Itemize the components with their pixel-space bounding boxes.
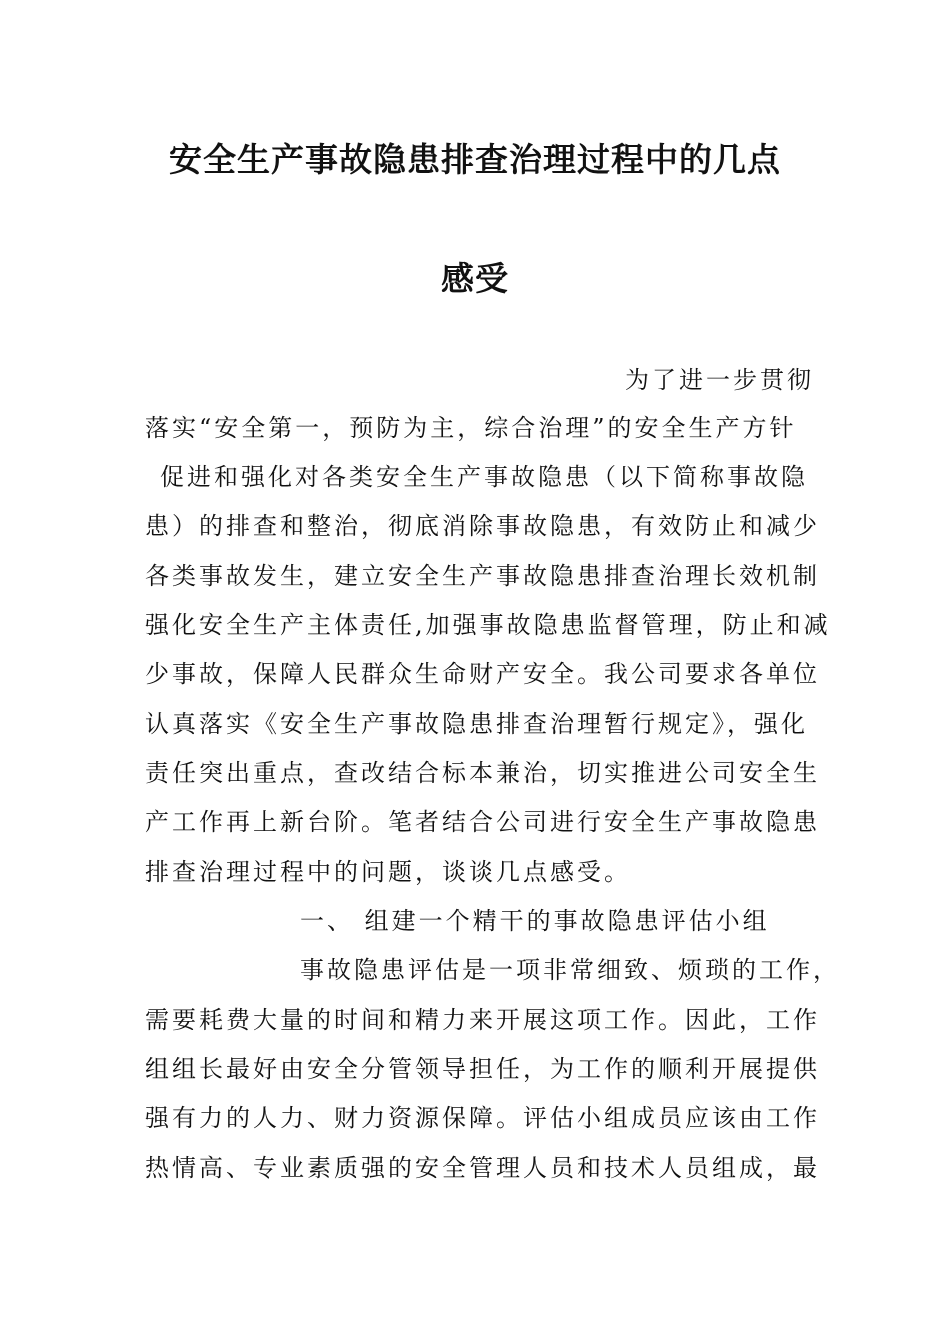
body-line: 为了进一步贯彻 (625, 366, 814, 394)
document-title-line-2: 感受 (441, 259, 509, 298)
body-line: 热情高、专业素质强的安全管理人员和技术人员组成，最 (145, 1154, 820, 1182)
body-line: 需要耗费大量的时间和精力来开展这项工作。因此，工作 (145, 1006, 820, 1034)
body-line: 患）的排查和整治，彻底消除事故隐患，有效防止和减少 (145, 512, 820, 540)
body-line: 排查治理过程中的问题，谈谈几点感受。 (145, 858, 631, 886)
body-line: 强化安全生产主体责任,加强事故隐患监督管理，防止和减 (145, 611, 831, 639)
body-line: 少事故，保障人民群众生命财产安全。我公司要求各单位 (145, 660, 820, 688)
body-line: 组组长最好由安全分管领导担任，为工作的顺利开展提供 (145, 1055, 820, 1083)
body-line: 强有力的人力、财力资源保障。评估小组成员应该由工作 (145, 1104, 820, 1132)
body-line: 促进和强化对各类安全生产事故隐患（以下简称事故隐 (160, 463, 808, 491)
body-line: 认真落实《安全生产事故隐患排查治理暂行规定》，强化 (145, 710, 808, 738)
body-line: 责任突出重点，查改结合标本兼治，切实推进公司安全生 (145, 759, 820, 787)
body-line: 各类事故发生，建立安全生产事故隐患排查治理长效机制 (145, 562, 820, 590)
section-heading: 一、 组建一个精干的事故隐患评估小组 (300, 907, 770, 935)
body-line: 事故隐患评估是一项非常细致、烦琐的工作， (300, 956, 840, 984)
body-line: 落实“安全第一，预防为主，综合治理”的安全生产方针 (145, 414, 797, 442)
document-title-line-1: 安全生产事故隐患排查治理过程中的几点 (169, 140, 781, 179)
body-line: 产工作再上新台阶。笔者结合公司进行安全生产事故隐患 (145, 808, 820, 836)
